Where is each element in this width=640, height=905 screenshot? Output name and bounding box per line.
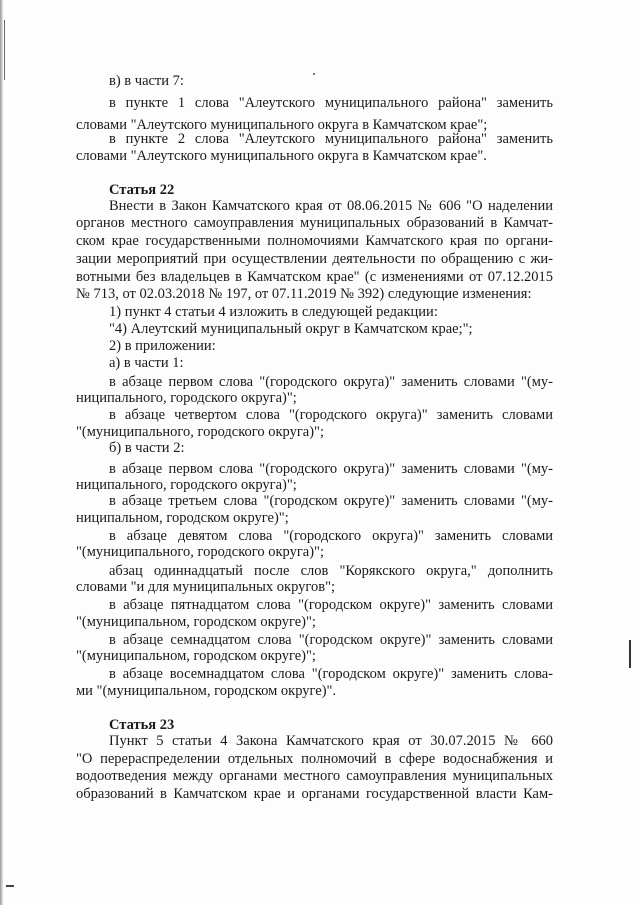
text-line: "(муниципальном, городском округе)"; xyxy=(76,648,316,664)
text-line: в абзаце первом слова "(городского округа)" заменить словами "(му- xyxy=(109,374,553,390)
text-line: ниципальном, городском округе)"; xyxy=(76,510,289,526)
text-line: Внести в Закон Камчатского края от 08.06.2015 № 606 "О наделении xyxy=(109,198,553,214)
scan-mark xyxy=(6,885,14,887)
text-line: 2) в приложении: xyxy=(109,338,216,354)
text-line: словами "и для муниципальных округов"; xyxy=(76,579,336,595)
scan-left-edge xyxy=(0,0,3,905)
text-line: в абзаце девятом слова "(городского округа)" заменить словами xyxy=(109,528,553,544)
text-line: в абзаце четвертом слова "(городского округа)" заменить словами xyxy=(109,407,553,423)
text-line: вотными без владельцев в Камчатском крае" (с изменениями от 07.12.2015 xyxy=(76,269,553,285)
text-line: а) в части 1: xyxy=(109,355,184,371)
text-line: 1) пункт 4 статьи 4 изложить в следующей редакции: xyxy=(109,304,438,320)
text-line: органов местного самоуправления муниципальных образований в Камчат- xyxy=(76,215,553,231)
text-line: ниципального, городского округа)"; xyxy=(76,390,297,406)
text-line: в абзаце третьем слова "(городском округе)" заменить словами "(му- xyxy=(109,493,553,509)
scan-mark xyxy=(4,20,5,80)
text-line: "(муниципального, городского округа)"; xyxy=(76,424,324,440)
text-line: ниципального, городского округа)"; xyxy=(76,477,297,493)
text-line: "(муниципального, городского округа)"; xyxy=(76,544,324,560)
text-line: водоотведения между органами местного самоуправления муниципальных xyxy=(76,768,553,784)
text-line: Пункт 5 статьи 4 Закона Камчатского края от 30.07.2015 № 660 xyxy=(109,733,553,749)
text-line: № 713, от 02.03.2018 № 197, от 07.11.2019 № 392) следующие изменения: xyxy=(76,286,532,302)
text-line: "(муниципальном, городском округе)"; xyxy=(76,614,316,630)
text-line: в пункте 2 слова "Алеутского муниципального района" заменить xyxy=(109,131,553,147)
text-line: зации мероприятий при осуществлении деятельности по обращению с жи- xyxy=(76,251,553,267)
text-line: "О перераспределении отдельных полномочий в сфере водоснабжения и xyxy=(76,751,553,767)
text-line: в абзаце пятнадцатом слова "(городском округе)" заменить словами xyxy=(109,597,553,613)
text-line: словами "Алеутского муниципального округа в Камчатском крае"; xyxy=(76,117,488,133)
text-line: ском крае государственными полномочиями Камчатского края по органи- xyxy=(76,233,553,249)
text-line: образований в Камчатском крае и органами государственной власти Кам- xyxy=(76,786,553,802)
text-line: в пункте 1 слова "Алеутского муниципального района" заменить xyxy=(109,95,553,111)
article-heading: Статья 23 xyxy=(109,717,175,733)
text-line: словами "Алеутского муниципального округа в Камчатском крае". xyxy=(76,148,487,164)
text-line: "4) Алеутский муниципальный округ в Камчатском крае;"; xyxy=(109,321,473,337)
text-line: абзац одиннадцатый после слов "Корякского округа," дополнить xyxy=(109,563,553,579)
article-heading: Статья 22 xyxy=(109,182,175,198)
text-line: в) в части 7: xyxy=(109,73,184,89)
text-line: б) в части 2: xyxy=(109,440,185,456)
text-line: в абзаце восемнадцатом слова "(городском округе)" заменить слова- xyxy=(109,666,553,682)
text-line: в абзаце первом слова "(городского округа)" заменить словами "(му- xyxy=(109,461,553,477)
text-line: ми "(муниципальном, городском округе)". xyxy=(76,683,337,699)
scan-mark xyxy=(629,640,631,668)
text-line: в абзаце семнадцатом слова "(городском округе)" заменить словами xyxy=(109,632,553,648)
